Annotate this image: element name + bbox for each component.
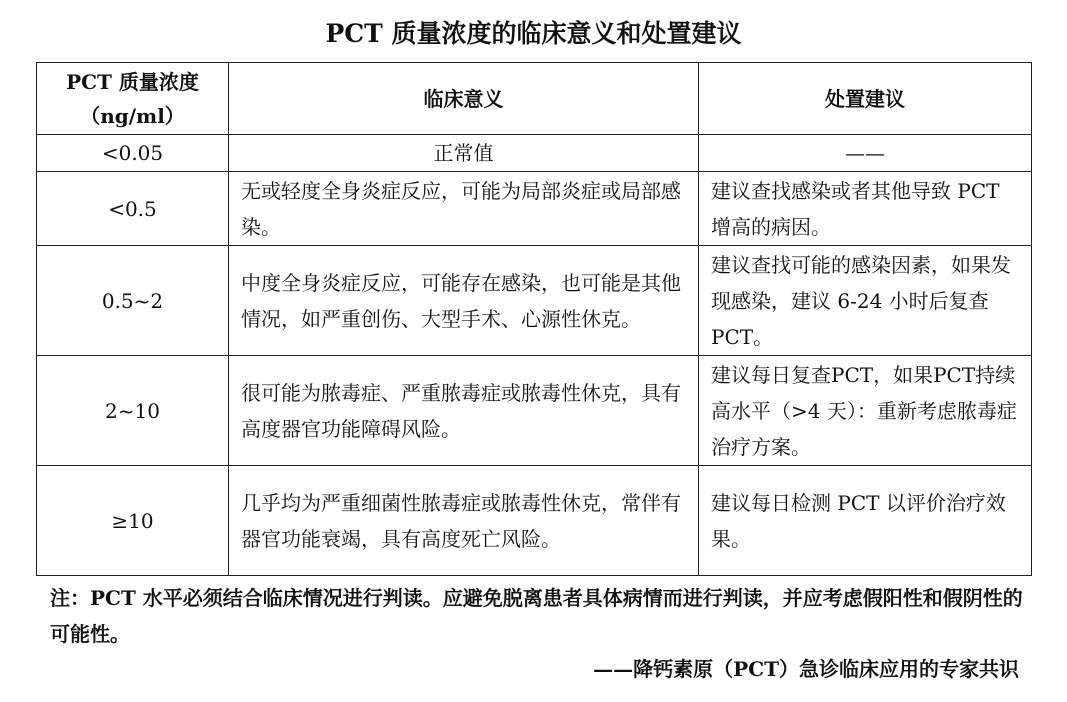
meaning-cell: 正常值 [229, 135, 699, 172]
table-header-row [37, 63, 1032, 135]
advice-cell: 建议每日检测 PCT 以评价治疗效果。 [699, 466, 1032, 576]
range-cell: 0.5~2 [37, 246, 229, 356]
table-row [37, 356, 1032, 466]
header-concentration [37, 63, 229, 135]
table-row [37, 172, 1032, 246]
range-cell: ≥10 [37, 466, 229, 576]
source-citation: ——降钙素原（PCT）急诊临床应用的专家共识 [593, 657, 1019, 681]
page-title: PCT 质量浓度的临床意义和处置建议 [325, 19, 742, 48]
meaning-cell: 几乎均为严重细菌性脓毒症或脓毒性休克，常伴有器官功能衰竭，具有高度死亡风险。 [229, 466, 699, 576]
range-cell: <0.5 [37, 172, 229, 246]
pct-table [36, 62, 1032, 576]
meaning-cell: 中度全身炎症反应，可能存在感染，也可能是其他情况，如严重创伤、大型手术、心源性休克。 [229, 246, 699, 356]
table-row [37, 466, 1032, 576]
header-advice: 处置建议 [699, 63, 1032, 135]
table-row [37, 135, 1032, 172]
table-row [37, 246, 1032, 356]
header-clinical-meaning: 临床意义 [229, 63, 699, 135]
advice-cell: 建议每日复查PCT，如果PCT持续高水平（>4 天）：重新考虑脓毒症治疗方案。 [699, 356, 1032, 466]
header-concentration-line1: PCT 质量浓度 [66, 69, 199, 94]
advice-cell: —— [699, 135, 1032, 172]
header-concentration-line2: （ng/ml） [80, 103, 185, 128]
range-cell: <0.05 [37, 135, 229, 172]
footnote: 注：PCT 水平必须结合临床情况进行判读。应避免脱离患者具体病情而进行判读，并应考虑假阳性和假阴性的可能性。 [50, 586, 1023, 646]
range-cell: 2~10 [37, 356, 229, 466]
meaning-cell: 无或轻度全身炎症反应，可能为局部炎症或局部感染。 [229, 172, 699, 246]
advice-cell: 建议查找感染或者其他导致 PCT 增高的病因。 [699, 172, 1032, 246]
advice-cell: 建议查找可能的感染因素，如果发现感染，建议 6-24 小时后复查 PCT。 [699, 246, 1032, 356]
meaning-cell: 很可能为脓毒症、严重脓毒症或脓毒性休克，具有高度器官功能障碍风险。 [229, 356, 699, 466]
